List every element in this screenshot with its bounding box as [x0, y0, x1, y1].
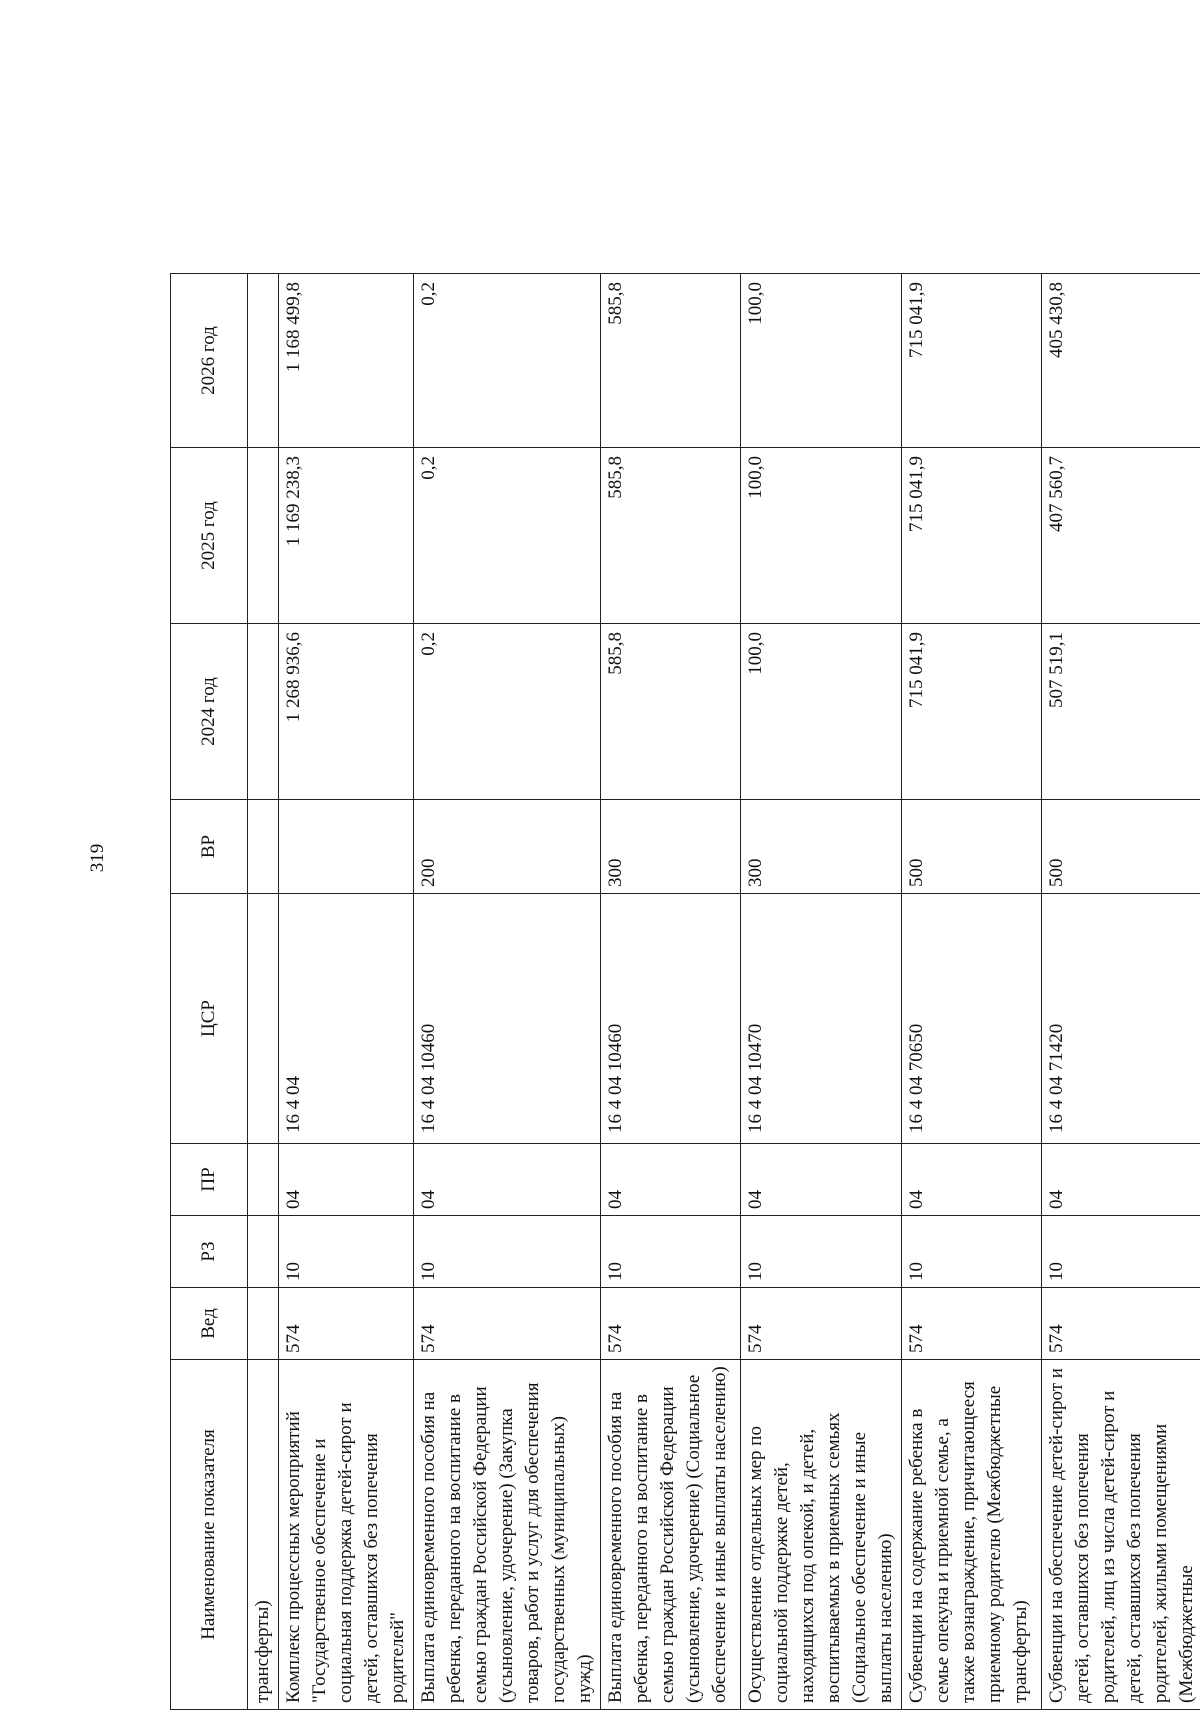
- cell-2026: 1 168 499,8: [279, 274, 414, 448]
- table-row: [601, 274, 741, 1710]
- cell-2024: 0,2: [414, 624, 601, 800]
- cell-pr: [248, 1144, 279, 1216]
- cell-vr: 300: [741, 800, 902, 894]
- cell-name: Выплата единовременного пособия на ребенка, переданного на воспитание в семью граждан Российской Федерации (усыновление, удочерение) (Закупка товаров, работ и услуг для обеспечения государственных (муниципальных) нужд): [414, 1360, 601, 1710]
- cell-rz: 10: [1042, 1216, 1200, 1288]
- cell-2025: 100,0: [741, 448, 902, 624]
- cell-name: Осуществление отдельных мер по социальной поддержке детей, находящихся под опекой, и детей, воспитываемых в приемных семьях (Социальное обеспечение и иные выплаты населению): [741, 1360, 902, 1710]
- cell-name: Комплекс процессных мероприятий "Государственное обеспечение и социальная поддержка детей-сирот и детей, оставшихся без попечения родителей": [279, 1360, 414, 1710]
- cell-ved: [248, 1288, 279, 1360]
- cell-pr: 04: [902, 1144, 1042, 1216]
- cell-csr: 16 4 04 70650: [902, 894, 1042, 1144]
- cell-2026: 585,8: [601, 274, 741, 448]
- table-row: [741, 274, 902, 1710]
- header-2024: 2024 год: [171, 624, 248, 800]
- cell-rz: [248, 1216, 279, 1288]
- cell-ved: 574: [414, 1288, 601, 1360]
- cell-pr: 04: [279, 1144, 414, 1216]
- cell-rz: 10: [902, 1216, 1042, 1288]
- cell-pr: 04: [414, 1144, 601, 1216]
- cell-csr: 16 4 04 71420: [1042, 894, 1200, 1144]
- budget-table-container: [170, 270, 1197, 1710]
- cell-rz: 10: [741, 1216, 902, 1288]
- cell-name: Субвенции на обеспечение детей-сирот и детей, оставшихся без попечения родителей, лиц из числа детей-сирот и детей, оставшихся без попечения родителей, жилыми помещениями (Межбюджетные: [1042, 1360, 1200, 1710]
- header-ved: Вед: [171, 1288, 248, 1360]
- header-pr: ПР: [171, 1144, 248, 1216]
- table-row: [1042, 274, 1200, 1710]
- cell-2024: 715 041,9: [902, 624, 1042, 800]
- cell-2025: 407 560,7: [1042, 448, 1200, 624]
- table-row: [902, 274, 1042, 1710]
- table-row: [279, 274, 414, 1710]
- table-row: [248, 274, 279, 1710]
- cell-csr: [248, 894, 279, 1144]
- cell-2026: [248, 274, 279, 448]
- cell-ved: 574: [279, 1288, 414, 1360]
- cell-ved: 574: [1042, 1288, 1200, 1360]
- cell-2026: 100,0: [741, 274, 902, 448]
- cell-ved: 574: [601, 1288, 741, 1360]
- cell-name: Выплата единовременного пособия на ребенка, переданного на воспитание в семью граждан Российской Федерации (усыновление, удочерение) (Социальное обеспечение и иные выплаты населению): [601, 1360, 741, 1710]
- cell-pr: 04: [741, 1144, 902, 1216]
- table-header-row: [171, 274, 248, 1710]
- header-name: Наименование показателя: [171, 1360, 248, 1710]
- cell-ved: 574: [741, 1288, 902, 1360]
- cell-name: Субвенции на содержание ребенка в семье опекуна и приемной семье, а также вознаграждение, причитающееся приемному родителю (Межбюджетные трансферты): [902, 1360, 1042, 1710]
- header-rz: РЗ: [171, 1216, 248, 1288]
- cell-csr: 16 4 04 10460: [601, 894, 741, 1144]
- header-2026: 2026 год: [171, 274, 248, 448]
- cell-csr: 16 4 04 10460: [414, 894, 601, 1144]
- cell-2025: 715 041,9: [902, 448, 1042, 624]
- cell-2025: [248, 448, 279, 624]
- header-csr: ЦСР: [171, 894, 248, 1144]
- cell-2026: 405 430,8: [1042, 274, 1200, 448]
- cell-2026: 0,2: [414, 274, 601, 448]
- cell-2025: 1 169 238,3: [279, 448, 414, 624]
- cell-vr: 500: [1042, 800, 1200, 894]
- cell-pr: 04: [1042, 1144, 1200, 1216]
- cell-2025: 585,8: [601, 448, 741, 624]
- cell-vr: [279, 800, 414, 894]
- cell-vr: 300: [601, 800, 741, 894]
- cell-pr: 04: [601, 1144, 741, 1216]
- cell-csr: 16 4 04 10470: [741, 894, 902, 1144]
- cell-vr: 200: [414, 800, 601, 894]
- cell-2025: 0,2: [414, 448, 601, 624]
- cell-2024: [248, 624, 279, 800]
- cell-rz: 10: [414, 1216, 601, 1288]
- header-2025: 2025 год: [171, 448, 248, 624]
- cell-vr: [248, 800, 279, 894]
- table-row: [414, 274, 601, 1710]
- budget-table: [170, 273, 1200, 1710]
- cell-2024: 507 519,1: [1042, 624, 1200, 800]
- cell-2026: 715 041,9: [902, 274, 1042, 448]
- cell-2024: 585,8: [601, 624, 741, 800]
- cell-csr: 16 4 04: [279, 894, 414, 1144]
- cell-2024: 100,0: [741, 624, 902, 800]
- cell-rz: 10: [279, 1216, 414, 1288]
- cell-rz: 10: [601, 1216, 741, 1288]
- header-vr: ВР: [171, 800, 248, 894]
- cell-ved: 574: [902, 1288, 1042, 1360]
- cell-name: трансферты): [248, 1360, 279, 1710]
- page-number: 319: [87, 843, 108, 873]
- cell-2024: 1 268 936,6: [279, 624, 414, 800]
- cell-vr: 500: [902, 800, 1042, 894]
